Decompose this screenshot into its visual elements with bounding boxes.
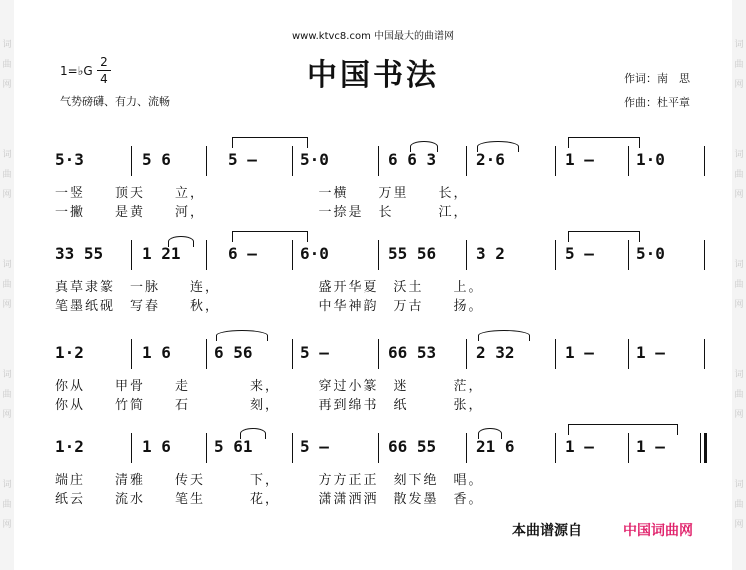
measure: 2·6 xyxy=(476,150,505,169)
bar-line xyxy=(466,339,467,369)
side-char: 曲 xyxy=(2,60,12,70)
lyrics-verse-1: 一竖 顶天 立， 一横 万里 长， xyxy=(55,186,469,201)
bar-line xyxy=(292,146,293,176)
side-char: 词 xyxy=(2,150,12,160)
bar-line xyxy=(704,146,705,176)
measure: 66 53 xyxy=(388,343,437,362)
meter-bottom: 4 xyxy=(100,72,108,86)
bar-line xyxy=(555,240,556,270)
lyrics-verse-1: 真草隶篆 一脉 连， 盛开华夏 沃土 上。 xyxy=(55,280,484,295)
measure: 5 – xyxy=(228,150,257,169)
meter-top: 2 xyxy=(100,55,108,69)
side-char: 曲 xyxy=(2,390,12,400)
lyrics-verse-2: 纸云 流水 笔生 花， 潇潇洒洒 散发墨 香。 xyxy=(55,492,484,507)
bar-line xyxy=(704,240,705,270)
bar-line xyxy=(206,240,207,270)
final-bar-thick xyxy=(704,433,707,463)
tie xyxy=(232,231,308,242)
key-signature: 1=♭G xyxy=(60,64,93,78)
measure: 5 – xyxy=(565,244,594,263)
tempo-mark: 气势磅礴、有力、流畅 xyxy=(60,95,170,108)
source-label: 本曲谱源自 xyxy=(512,523,582,539)
measure: 6 6 3 xyxy=(388,150,437,169)
bar-line xyxy=(466,240,467,270)
side-char: 曲 xyxy=(2,170,12,180)
side-char: 词 xyxy=(734,480,744,490)
side-char: 网 xyxy=(2,300,12,310)
tie xyxy=(232,137,308,148)
side-char: 网 xyxy=(2,520,12,530)
tie xyxy=(568,424,678,435)
time-signature xyxy=(97,55,111,86)
bar-line xyxy=(555,339,556,369)
side-char: 网 xyxy=(734,520,744,530)
composer-credit: 作曲：杜平章 xyxy=(624,96,690,109)
bar-line xyxy=(131,240,132,270)
site-line: www.ktvc8.com 中国最大的曲谱网 xyxy=(291,31,454,42)
bar-line xyxy=(466,146,467,176)
side-char: 词 xyxy=(2,260,12,270)
side-char: 网 xyxy=(734,410,744,420)
measure: 1 – xyxy=(565,437,594,456)
bar-line xyxy=(628,146,629,176)
bar-line xyxy=(206,339,207,369)
measure: 55 56 xyxy=(388,244,437,263)
tie xyxy=(568,231,640,242)
measure: 1 6 xyxy=(142,437,171,456)
source-site-link[interactable]: 中国词曲网 xyxy=(623,523,693,539)
bar-line xyxy=(555,146,556,176)
side-char: 网 xyxy=(734,300,744,310)
side-char: 曲 xyxy=(2,280,12,290)
measure: 1 – xyxy=(636,437,665,456)
bar-line xyxy=(378,339,379,369)
bar-line xyxy=(378,240,379,270)
bar-line xyxy=(555,433,556,463)
bar-line xyxy=(628,339,629,369)
measure: 6·0 xyxy=(300,244,329,263)
measure: 3 2 xyxy=(476,244,505,263)
bar-line xyxy=(628,240,629,270)
bar-line xyxy=(131,433,132,463)
measure: 66 55 xyxy=(388,437,437,456)
measure: 1·2 xyxy=(55,437,84,456)
measure: 6 – xyxy=(228,244,257,263)
measure: 2 32 xyxy=(476,343,515,362)
bar-line xyxy=(206,433,207,463)
side-char: 曲 xyxy=(734,500,744,510)
measure: 5·3 xyxy=(55,150,84,169)
side-char: 网 xyxy=(734,190,744,200)
side-char: 词 xyxy=(734,150,744,160)
bar-line xyxy=(292,240,293,270)
side-char: 词 xyxy=(734,260,744,270)
side-char: 词 xyxy=(2,40,12,50)
measure: 5·0 xyxy=(636,244,665,263)
side-char: 曲 xyxy=(2,500,12,510)
measure: 1·0 xyxy=(636,150,665,169)
measure: 5 – xyxy=(300,343,329,362)
side-char: 曲 xyxy=(734,280,744,290)
measure: 1·2 xyxy=(55,343,84,362)
lyricist-credit: 作词：南 思 xyxy=(624,72,690,85)
side-char: 网 xyxy=(2,410,12,420)
lyrics-verse-1: 端庄 清雅 传天 下， 方方正正 刻下绝 唱。 xyxy=(55,473,484,488)
measure: 1 – xyxy=(565,343,594,362)
lyrics-verse-2: 一撇 是黄 河， 一捺是 长 江， xyxy=(55,205,469,220)
lyrics-verse-2: 你从 竹简 石 刻， 再到绵书 纸 张， xyxy=(55,398,484,413)
side-char: 曲 xyxy=(734,60,744,70)
bar-line xyxy=(628,433,629,463)
final-bar-thin xyxy=(700,433,701,463)
side-char: 网 xyxy=(2,80,12,90)
measure: 33 55 xyxy=(55,244,104,263)
page-title: 中国书法 xyxy=(307,58,439,93)
bar-line xyxy=(292,339,293,369)
bar-line xyxy=(466,433,467,463)
bar-line xyxy=(131,339,132,369)
measure: 1 6 xyxy=(142,343,171,362)
bar-line xyxy=(131,146,132,176)
measure: 5·0 xyxy=(300,150,329,169)
measure: 1 – xyxy=(636,343,665,362)
bar-line xyxy=(378,433,379,463)
side-char: 词 xyxy=(2,480,12,490)
slur xyxy=(216,330,268,341)
side-char: 网 xyxy=(2,190,12,200)
tie xyxy=(568,137,640,148)
measure: 5 61 xyxy=(214,437,253,456)
measure: 5 – xyxy=(300,437,329,456)
measure: 6 56 xyxy=(214,343,253,362)
side-char: 词 xyxy=(734,370,744,380)
lyrics-verse-2: 笔墨纸砚 写春 秋， 中华神韵 万古 扬。 xyxy=(55,299,484,314)
measure: 5 6 xyxy=(142,150,171,169)
bar-line xyxy=(378,146,379,176)
side-char: 曲 xyxy=(734,390,744,400)
bar-line xyxy=(704,339,705,369)
measure: 21 6 xyxy=(476,437,515,456)
lyrics-verse-1: 你从 甲骨 走 来， 穿过小篆 迷 茫， xyxy=(55,379,484,394)
measure: 1 – xyxy=(565,150,594,169)
side-char: 词 xyxy=(734,40,744,50)
slur xyxy=(478,330,530,341)
bar-line xyxy=(206,146,207,176)
measure: 1 21 xyxy=(142,244,181,263)
bar-line xyxy=(292,433,293,463)
side-char: 词 xyxy=(2,370,12,380)
side-char: 网 xyxy=(734,80,744,90)
side-char: 曲 xyxy=(734,170,744,180)
